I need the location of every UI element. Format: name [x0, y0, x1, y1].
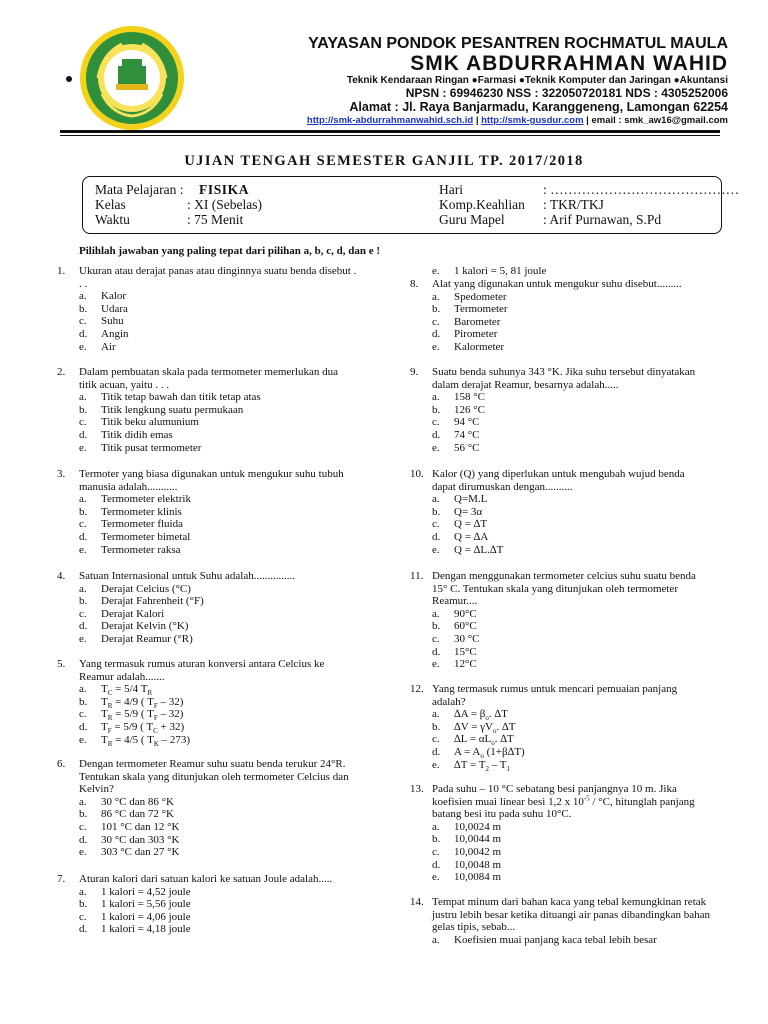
option: c. $\Delta L = \alpha L_o$. ∆T: [432, 733, 514, 748]
website-link-2[interactable]: http://smk-gusdur.com: [481, 115, 584, 126]
option: d. 30 °C dan 303 °K: [79, 833, 180, 846]
option: b. 10,0044 m: [432, 833, 502, 846]
programs-line: Teknik Kendaraan Ringan ●Farmasi ●Teknik Komputer dan Jaringan ●Akuntansi: [346, 75, 728, 86]
option: c. Titik beku alumunium: [79, 416, 199, 429]
question-4: 4. Satuan Internasional untuk Suhu adalah............... a. Derajat Celcius (°C) b. Derajat Fahrenheit (°F) c. Derajat Kalori d. Derajat Kelvin (°K) e. Derajat Reamur (°R): [57, 570, 357, 646]
option: a. Derajat Celcius (°C): [79, 582, 191, 595]
option: b. 1 kalori = 5,56 joule: [79, 898, 191, 911]
option: b. Udara: [79, 302, 128, 315]
option: a. $\Delta A = \beta_o$. ∆T: [432, 708, 508, 723]
question-12: 12. Yang termasuk rumus untuk mencari pemuaian panjang adalah? a. $\Delta A = \beta_o$. ∆T b. $\Delta V = \gamma V_o$. ∆T c. $\Delta L = \alpha L_o$. ∆T d. $A = A_o$ (1+β∆T) e. $\Delta T = T_2 - T_1$: [410, 683, 710, 771]
website-link-1[interactable]: http://smk-abdurrahmanwahid.sch.id: [306, 115, 474, 126]
option: b. Q= 3α: [432, 505, 483, 518]
question-11: 11. Dengan menggunakan termometer celcius suhu suatu benda 15° C. Tentukan skala yang ditunjukan oleh termometer Reamur.... a. 90°C b. 60°C c. 30 °C d. 15°C e. 12°C: [410, 570, 710, 671]
option: a. Koefisien muai panjang kaca tebal lebih besar: [432, 933, 657, 946]
option: c. 94 °C: [432, 416, 480, 429]
option: e. Kalormeter: [432, 340, 505, 353]
exam-title: UJIAN TENGAH SEMESTER GANJIL TP. 2017/2018: [184, 153, 584, 169]
option: d. 10,0048 m: [432, 858, 502, 871]
option: b. 60°C: [432, 620, 477, 633]
option: d. Titik didih emas: [79, 428, 173, 441]
option: b. Titik lengkung suatu permukaan: [79, 403, 244, 416]
option: e. Derajat Reamur (°R): [79, 632, 193, 645]
option: b. Termometer klinis: [79, 505, 182, 518]
question-7: 7. Aturan kalori dari satuan kalori ke satuan Joule adalah..... a. 1 kalori = 4,52 joule b. 1 kalori = 5,56 joule c. 1 kalori = 4,06 joule d. 1 kalori = 4,18 joule: [57, 873, 357, 936]
bullet-dot: [66, 76, 72, 82]
option: e. $\Delta T = T_2 - T_1$: [432, 758, 511, 773]
option: a. Termometer elektrik: [79, 493, 191, 506]
question-10: 10. Kalor (Q) yang diperlukan untuk mengubah wujud benda dapat dirumuskan dengan.......... a. Q=M.L b. Q= 3α c. Q = ∆T d. Q = ∆A e. Q = ∆L.∆T: [410, 468, 710, 556]
option: c. 30 °C: [432, 632, 480, 645]
exam-info-box: [82, 176, 740, 234]
option: c. Barometer: [432, 315, 501, 328]
class-label: Kelas: [95, 197, 126, 212]
foundation-name: YAYASAN PONDOK PESANTREN ROCHMATUL MAULA: [308, 35, 728, 52]
question-7-continued: [410, 265, 710, 278]
school-name: SMK ABDURRAHMAN WAHID: [410, 52, 728, 75]
day-label: Hari: [439, 182, 463, 197]
option: a. Spedometer: [432, 290, 507, 303]
option: d. Q = ∆A: [432, 530, 489, 543]
option: c. 1 kalori = 4,06 joule: [79, 910, 191, 923]
day-value: : ……………………………………: [543, 182, 740, 197]
competency-value: : TKR/TKJ: [543, 197, 604, 212]
option: a. Titik tetap bawah dan titik tetap atas: [79, 391, 261, 404]
header-divider-thin: [60, 135, 720, 136]
option: e. $T_R = 4/5$ ( $T_K - 273$): [79, 733, 191, 748]
option: e. 1 kalori = 5, 81 joule: [432, 265, 547, 277]
question-1: 1. Ukuran atau derajat panas atau dinginnya suatu benda disebut . . . a. Kalor b. Udara c. Suhu d. Angin e. Air: [57, 265, 357, 353]
option: b. Derajat Fahrenheit (°F): [79, 595, 204, 608]
option: d. Angin: [79, 327, 129, 340]
question-8: 8. Alat yang digunakan untuk mengukur suhu disebut......... a. Spedometer b. Termometer c. Barometer d. Pirometer e. Kalormeter: [410, 278, 710, 354]
instructions: Pilihlah jawaban yang paling tepat dari pilihan a, b, c, d, dan e !: [79, 245, 381, 257]
school-address: Alamat : Jl. Raya Banjarmadu, Karanggeneng, Lamongan 62254: [349, 100, 728, 114]
question-2: 2. Dalam pembuatan skala pada termometer memerlukan dua titik acuan, yaitu . . . a. Titik tetap bawah dan titik tetap atas b. Titik lengkung suatu permukaan c. Titik beku alumunium d. Titik didih emas e. Titik pusat termometer: [57, 366, 357, 454]
option: a. 10,0024 m: [432, 820, 502, 833]
option: a. 30 °C dan 86 °K: [79, 795, 174, 808]
subject-label: Mata Pelajaran :: [95, 182, 184, 197]
subject-value: FISIKA: [199, 182, 250, 197]
option: a. Q=M.L: [432, 493, 488, 506]
class-value: : XI (Sebelas): [187, 197, 262, 212]
option: d. $A = A_o$ (1+β∆T): [432, 745, 525, 761]
question-14: 14. Tempat minum dari bahan kaca yang tebal kemungkinan retak justru lebih besar ketika dituangi air panas dibandingkan bahan gelas tipis, sebab... a. Koefisien muai panjang kaca tebal lebih besar: [410, 896, 710, 946]
option: d. 74 °C: [432, 428, 480, 441]
option: d. 15°C: [432, 645, 477, 658]
option: e. 303 °C dan 27 °K: [79, 846, 180, 859]
school-logo-emblem: [78, 24, 186, 132]
option: c. Termometer fluida: [79, 518, 184, 531]
option: b. 86 °C dan 72 °K: [79, 808, 174, 821]
option: c. 10,0042 m: [432, 845, 502, 858]
option: c. $T_R = 5/9$ ( $T_F - 32$): [79, 708, 184, 723]
teacher-value: : Arif Purnawan, S.Pd: [543, 212, 662, 227]
question-3: 3. Termoter yang biasa digunakan untuk mengukur suhu tubuh manusia adalah........... a. Termometer elektrik b. Termometer klinis c. Termometer fluida d. Termometer bimetal e. Termometer raksa: [57, 468, 357, 556]
option: e. Titik pusat termometer: [79, 441, 202, 454]
option: e. 12°C: [432, 658, 477, 671]
option: c. Suhu: [79, 315, 124, 328]
option: a. $T_C = 5/4$ $T_R$: [79, 683, 153, 698]
option: d. 1 kalori = 4,18 joule: [79, 923, 191, 936]
option: d. $T_F = 5/9$ ( $T_C + 32$): [79, 720, 185, 736]
option: d. Derajat Kelvin (°K): [79, 620, 189, 633]
option: c. Q = ∆T: [432, 518, 488, 531]
option: e. Termometer raksa: [79, 543, 181, 556]
question-13: 13. Pada suhu – 10 °C sebatang besi panjangnya 10 m. Jika koefisien muai linear besi 1,2 x $10^{-5} / ^\circ C$, hitunglah panjang batang besi itu pada suhu 10°C. a. 10,0024 m b. 10,0044 m c. 10,0042 m d. 10,0048 m e. 10,0084 m: [410, 783, 710, 884]
option: d. Termometer bimetal: [79, 530, 191, 543]
email-text: email : smk_aw16@gmail.com: [591, 115, 728, 126]
time-label: Waktu: [95, 212, 130, 227]
option: a. 90°C: [432, 607, 477, 620]
option: c. 101 °C dan 12 °K: [79, 820, 180, 833]
teacher-label: Guru Mapel: [439, 212, 505, 227]
option: e. Q = ∆L.∆T: [432, 543, 504, 556]
option: c. Derajat Kalori: [79, 607, 165, 620]
option: a. 1 kalori = 4,52 joule: [79, 885, 191, 898]
option: a. 158 °C: [432, 391, 485, 404]
option: b. $\Delta V = \gamma V_o$. ∆T: [432, 720, 516, 735]
question-9: 9. Suatu benda suhunya 343 °K. Jika suhu tersebut dinyatakan dalam derajat Reamur, besarnya adalah..... a. 158 °C b. 126 °C c. 94 °C d. 74 °C e. 56 °C: [410, 366, 710, 454]
time-value: : 75 Menit: [187, 212, 244, 227]
question-6: 6. Dengan termometer Reamur suhu suatu benda terukur 24°R. Tentukan skala yang ditunjukan oleh termometer Celcius dan Kelvin? a. 30 °C dan 86 °K b. 86 °C dan 72 °K c. 101 °C dan 12 °K d. 30 °C dan 303 °K e. 303 °C dan 27 °K: [57, 758, 357, 859]
option: e. Air: [79, 340, 116, 353]
option: d. Pirometer: [432, 328, 498, 341]
option: e. 10,0084 m: [432, 871, 502, 884]
option: b. Termometer: [432, 303, 508, 316]
header-divider-thick: [60, 130, 720, 133]
option: b. 126 °C: [432, 403, 485, 416]
contact-line: http://smk-abdurrahmanwahid.sch.id | http://smk-gusdur.com | email : smk_aw16@gmail.com: [306, 115, 728, 126]
option: e. 56 °C: [432, 441, 480, 454]
option: a. Kalor: [79, 290, 127, 303]
question-5: 5. Yang termasuk rumus aturan konversi antara Celcius ke Reamur adalah....... a. $T_C = 5/4$ $T_R$ b. $T_R = 4/9$ ( $T_F - 32$) c. $T_R = 5/9$ ( $T_F - 32$) d. $T_F = 5/9$ ( $T_C + 32$) e. $T_R = 4/5$ ( $T_K - 273$): [57, 658, 357, 746]
competency-label: Komp.Keahlian: [439, 197, 525, 212]
option: b. $T_R = 4/9$ ( $T_F - 32$): [79, 695, 184, 710]
school-ids: NPSN : 69946230 NSS : 322050720181 NDS : 4305252006: [405, 86, 728, 100]
